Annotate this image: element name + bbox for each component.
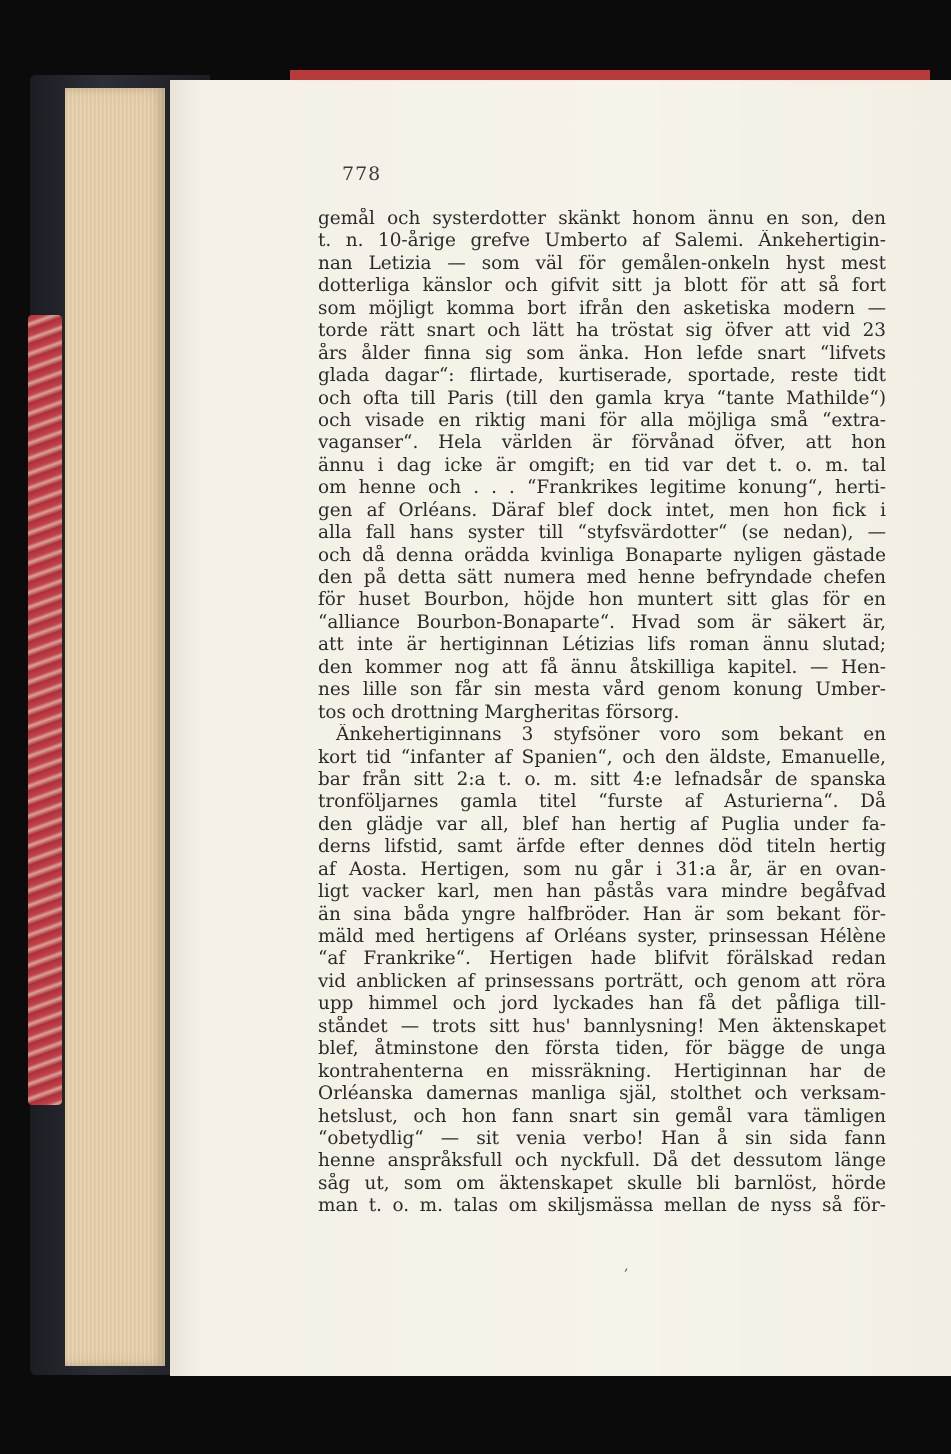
text-line: och ofta till Paris (till den gamla krya “tante Mathilde“)	[318, 387, 886, 409]
text-line: hetslust, och hon fann snart sin gemål vara tämligen	[318, 1105, 886, 1127]
text-line: kort tid “infanter af Spanien“, och den äldste, Emanuelle,	[318, 746, 886, 768]
text-line: ligt vacker karl, men han påstås vara mindre begåfvad	[318, 881, 886, 903]
text-line: än sina båda yngre halfbröder. Han är som bekant för-	[318, 903, 886, 925]
text-line: man t. o. m. talas om skiljsmässa mellan de nyss så för-	[318, 1195, 886, 1217]
text-line: af Aosta. Hertigen, som nu går i 31:a år, är en ovan-	[318, 858, 886, 880]
text-line: torde rätt snart och lätt ha tröstat sig öfver att vid 23	[318, 320, 886, 342]
text-line: såg ut, som om äktenskapet skulle bli barnlöst, hörde	[318, 1172, 886, 1194]
text-line: som möjligt komma bort ifrån den asketiska modern —	[318, 297, 886, 319]
text-line: vaganser“. Hela världen är förvånad öfver, att hon	[318, 432, 886, 454]
text-line: blef, åtminstone den första tiden, för bägge de unga	[318, 1038, 886, 1060]
text-line: upp himmel och jord lyckades han få det påfliga till-	[318, 993, 886, 1015]
text-line: alla fall hans syster till “styfsvärdotter“ (se nedan), —	[318, 522, 886, 544]
text-line: t. n. 10-årige grefve Umberto af Salemi. Änkehertigin-	[318, 230, 886, 252]
text-line: tronföljarnes gamla titel “furste af Asturierna“. Då	[318, 791, 886, 813]
text-line: och visade en riktig mani för alla möjliga små “extra-	[318, 409, 886, 431]
text-line: vid anblicken af prinsessans porträtt, och genom att röra	[318, 970, 886, 992]
text-line: “af Frankrike“. Hertigen hade blifvit förälskad redan	[318, 948, 886, 970]
text-line: glada dagar“: flirtade, kurtiserade, sportade, reste tidt	[318, 365, 886, 387]
text-line: års ålder finna sig som änka. Hon lefde snart “lifvets	[318, 342, 886, 364]
text-line: kontrahenterna en missräkning. Hertiginnan har de	[318, 1060, 886, 1082]
text-line: och då denna orädda kvinliga Bonaparte nyligen gästade	[318, 544, 886, 566]
text-line: den kommer nog att få ännu åtskilliga kapitel. — Hen-	[318, 656, 886, 678]
text-line: den på detta sätt numera med henne befryndade chefen	[318, 567, 886, 588]
text-line: om henne och . . . “Frankrikes legitime konung“, herti-	[318, 477, 886, 499]
text-line: ännu i dag icke är omgift; en tid var det t. o. m. tal	[318, 454, 886, 476]
paragraph-start-line: Änkehertiginnans 3 styfsöner voro som bekant en	[336, 724, 886, 746]
text-line: gen af Orléans. Däraf blef dock intet, men hon fick i	[318, 499, 886, 521]
text-line: den glädje var all, blef han hertig af Puglia under fa-	[318, 813, 886, 835]
text-line: henne anspråksfull och nyckfull. Då det dessutom länge	[318, 1150, 886, 1172]
text-line: nan Letizia — som väl för gemålen-onkeln hyst mest	[318, 252, 886, 274]
text-line: Orléanska damernas manliga själ, stolthet och verksam-	[318, 1083, 886, 1105]
page-number: 778	[342, 163, 382, 185]
paragraph-end-line: tos och drottning Margheritas försorg.	[318, 701, 680, 723]
text-line: bar från sitt 2:a t. o. m. sitt 4:e lefnadsår de spanska	[318, 768, 886, 790]
text-line: ståndet — trots sitt hus' bannlysning! Men äktenskapet	[318, 1015, 886, 1037]
text-line: att inte är hertiginnan Létizias lifs roman ännu slutad;	[318, 634, 886, 656]
body-text	[318, 208, 886, 1218]
text-line: nes lille son får sin mesta vård genom konung Umber-	[318, 679, 886, 701]
text-line: gemål och systerdotter skänkt honom ännu en son, den	[318, 208, 886, 229]
text-line: dotterliga känslor och gifvit sitt ja blott för att så fort	[318, 275, 886, 297]
text-line: “alliance Bourbon-Bonaparte“. Hvad som är säkert är,	[318, 611, 886, 633]
top-edge-binding	[290, 70, 930, 80]
text-line: för huset Bourbon, höjde hon muntert sitt glas för en	[318, 589, 886, 611]
page-stack-edge	[65, 88, 165, 1366]
marbled-page-edge	[28, 315, 62, 1105]
text-line: derns lifstid, samt ärfde efter dennes död titeln hertig	[318, 836, 886, 858]
stray-mark: ‚	[624, 1258, 629, 1274]
text-line: mäld med hertigens af Orléans syster, prinsessan Hélène	[318, 926, 886, 947]
text-line: “obetydlig“ — sit venia verbo! Han å sin sida fann	[318, 1127, 886, 1149]
